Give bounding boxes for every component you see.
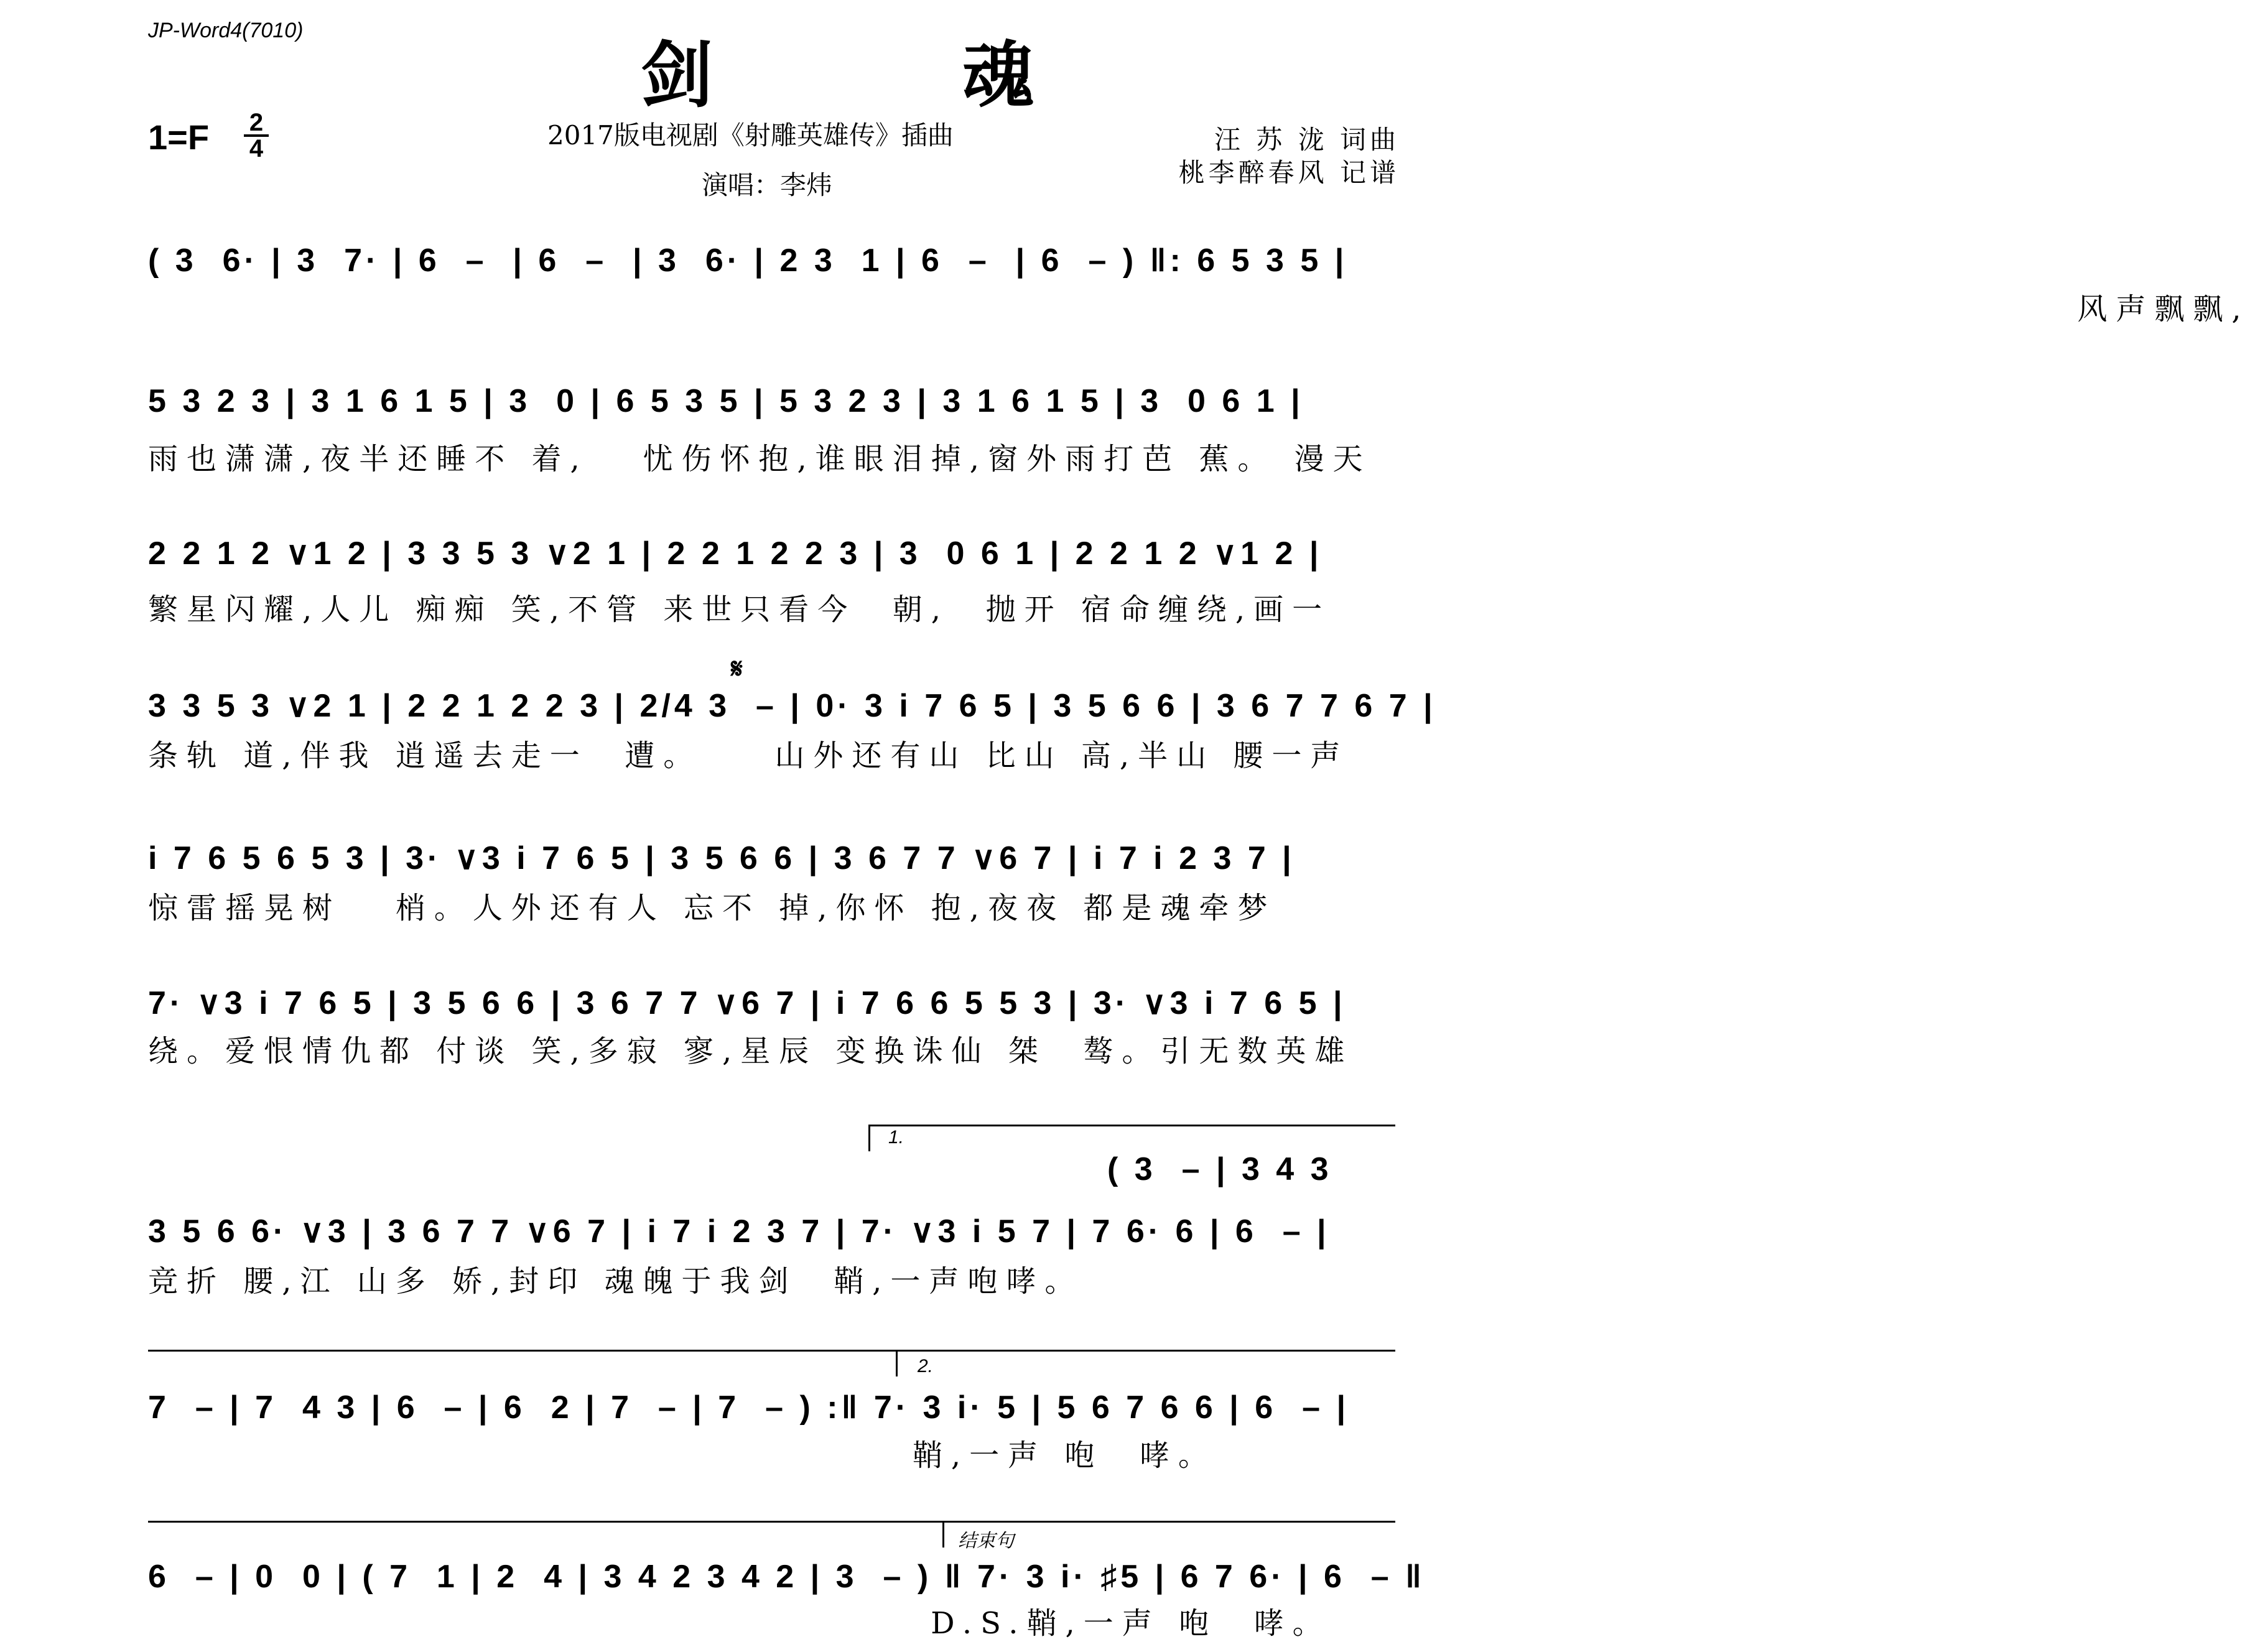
system-7-upper-notes: ( 3 – | 3 4 3 xyxy=(1107,1151,1332,1187)
system-6-lyrics: 绕。爱恨情仇都 付谈 笑,多寂 寥,星辰 变换诛仙 桀 骜。引无数英雄 xyxy=(148,1034,1354,1069)
first-ending-label: 1. xyxy=(888,1127,904,1148)
system-9-notes: 6 – | 0 0 | ( 7 1 | 2 4 | 3 4 2 3 4 2 | 3 – ) ‖ 7· 3 i· ♯5 | 6 7 6· | 6 – ‖ xyxy=(148,1559,1426,1595)
second-ending-bracket xyxy=(896,1350,1395,1376)
system-5-lyrics: 惊雷摇晃树 梢。人外还有人 忘不 掉,你怀 抱,夜夜 都是魂牵梦 xyxy=(148,891,1276,926)
system-6-notes: 7· ∨3 i 7 6 5 | 3 5 6 6 | 3 6 7 7 ∨6 7 | i 7 6 6 5 5 3 | 3· ∨3 i 7 6 5 | xyxy=(148,985,1346,1021)
system-8-lyrics: 鞘,一声 咆 哮。 xyxy=(148,1438,1217,1473)
ending-phrase-label: 结束句 xyxy=(958,1531,1014,1551)
system-9-lyrics: D.S.鞘,一声 咆 哮。 xyxy=(148,1606,1331,1641)
segno-sign: 𝄋 xyxy=(731,653,743,685)
singer: 演唱：李炜 xyxy=(702,170,833,200)
transcriber: 桃李醉春风 记谱 xyxy=(1178,157,1400,188)
system-7-notes: 3 5 6 6· ∨3 | 3 6 7 7 ∨6 7 | i 7 i 2 3 7 | 7· ∨3 i 5 7 | 7 6· 6 | 6 – | xyxy=(148,1213,1330,1250)
system-7-lyrics: 竞折 腰,江 山多 娇,封印 魂魄于我剑 鞘,一声咆哮。 xyxy=(148,1264,1084,1299)
system-1-lyrics: 风声飘飘, xyxy=(148,292,2250,327)
system-2-notes: 5 3 2 3 | 3 1 6 1 5 | 3 0 | 6 5 3 5 | 5 3 2 3 | 3 1 6 1 5 | 3 0 6 1 | xyxy=(148,383,1304,419)
song-title: 剑 魂 xyxy=(641,33,1146,118)
system-5-notes: i 7 6 5 6 5 3 | 3· ∨3 i 7 6 5 | 3 5 6 6 | 3 6 7 7 ∨6 7 | i 7 i 2 3 7 | xyxy=(148,840,1295,876)
system-2-lyrics: 雨也潇潇,夜半还睡不 着, 忧伤怀抱,谁眼泪掉,窗外雨打芭 蕉。 漫天 xyxy=(148,442,1372,476)
time-denominator: 4 xyxy=(249,135,264,162)
second-ending-label: 2. xyxy=(918,1356,934,1376)
system-8-notes: 7 – | 7 4 3 | 6 – | 6 2 | 7 – | 7 – ) :‖ 7· 3 i· 5 | 5 6 7 6 6 | 6 – | xyxy=(148,1390,1350,1426)
system-3-lyrics: 繁星闪耀,人儿 痴痴 笑,不管 来世只看今 朝, 抛开 宿命缠绕,画一 xyxy=(148,592,1331,627)
lyricist-composer: 汪 苏 泷 词曲 xyxy=(1214,124,1400,155)
system-4-lyrics: 条轨 道,伴我 逍遥去走一 遭。 山外还有山 比山 高,半山 腰一声 xyxy=(148,738,1349,773)
system-4-notes: 3 3 5 3 ∨2 1 | 2 2 1 2 2 3 | 2/4 3 – | 0· 3 i 7 6 5 | 3 5 6 6 | 3 6 7 7 6 7 | xyxy=(148,688,1436,724)
time-numerator: 2 xyxy=(244,111,269,137)
subtitle: 2017版电视剧《射雕英雄传》插曲 xyxy=(547,120,954,151)
system-3-notes: 2 2 1 2 ∨1 2 | 3 3 5 3 ∨2 1 | 2 2 1 2 2 3 | 3 0 6 1 | 2 2 1 2 ∨1 2 | xyxy=(148,536,1323,572)
key-signature: 1=F xyxy=(148,118,210,157)
software-label: JP-Word4(7010) xyxy=(148,19,304,42)
system-1-notes: ( 3 6· | 3 7· | 6 – | 6 – | 3 6· | 2 3 1 | 6 – | 6 – ) ‖: 6 5 3 5 | xyxy=(148,243,1348,279)
time-signature xyxy=(244,111,269,160)
